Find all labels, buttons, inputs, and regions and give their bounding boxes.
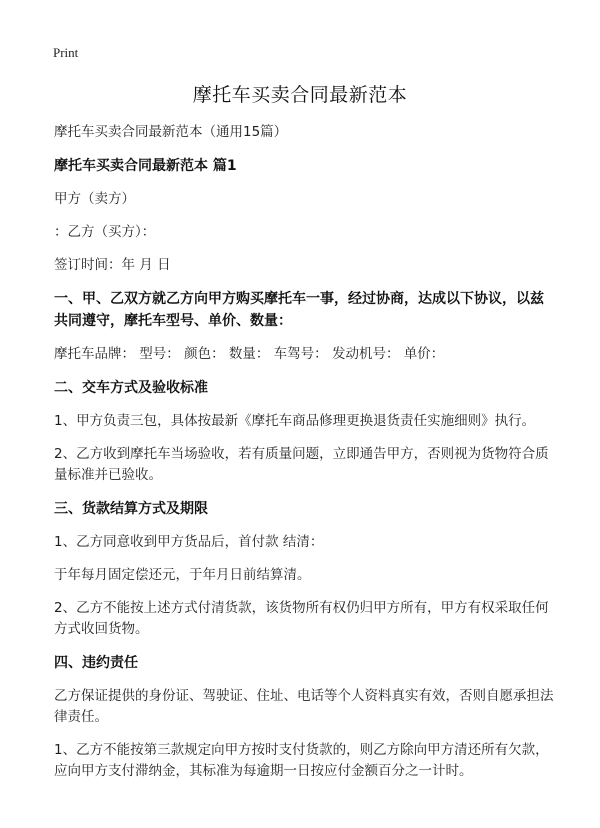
party-a-line: 甲方（卖方）: [54, 191, 135, 207]
clause-3-item-1-continued: 于年每月固定偿还元，于年月日前结算清。: [54, 567, 311, 583]
section-heading: 摩托车买卖合同最新范本 篇1: [54, 158, 237, 174]
document-body: [54, 122, 554, 782]
clause-3-heading: 三、货款结算方式及期限: [54, 501, 208, 517]
clause-4-heading: 四、违约责任: [54, 655, 138, 671]
sign-time-line: 签订时间：年 月 日: [54, 257, 171, 273]
clause-3-item-1: 1、乙方同意收到甲方货品后，首付款 结清：: [54, 534, 324, 550]
clause-2-item-2: 2、乙方收到摩托车当场验收，若有质量问题，立即通告甲方，否则视为货物符合质量标准并已验收。: [54, 446, 549, 483]
clause-4-text: 乙方保证提供的身份证、驾驶证、住址、电话等个人资料真实有效，否则自愿承担法律责任。: [54, 688, 554, 725]
fields-line: 摩托车品牌： 型号： 颜色： 数量： 车驾号： 发动机号： 单价：: [54, 346, 445, 362]
clause-1-heading: 一、甲、乙双方就乙方向甲方购买摩托车一事，经过协商，达成以下协议，以兹共同遵守，摩托车型号、单价、数量：: [54, 291, 544, 329]
print-link[interactable]: Print: [53, 45, 79, 60]
document-subtitle: 摩托车买卖合同最新范本（通用15篇）: [54, 124, 288, 140]
clause-3-item-2: 2、乙方不能按上述方式付清货款，该货物所有权仍归甲方所有，甲方有权采取任何方式收回货物。: [54, 600, 549, 637]
clause-2-heading: 二、交车方式及验收标准: [54, 380, 208, 396]
clause-4-item-1: 1、乙方不能按第三款规定向甲方按时支付货款的，则乙方除向甲方清还所有欠款，应向甲方支付滞纳金，其标准为每逾期一日按应付金额百分之一计时。: [54, 742, 549, 779]
party-b-line: ：乙方（买方）：: [54, 224, 156, 240]
document-title: 摩托车买卖合同最新范本: [192, 84, 408, 106]
clause-2-item-1: 1、甲方负责三包，具体按最新《摩托车商品修理更换退货责任实施细则》执行。: [54, 413, 536, 429]
